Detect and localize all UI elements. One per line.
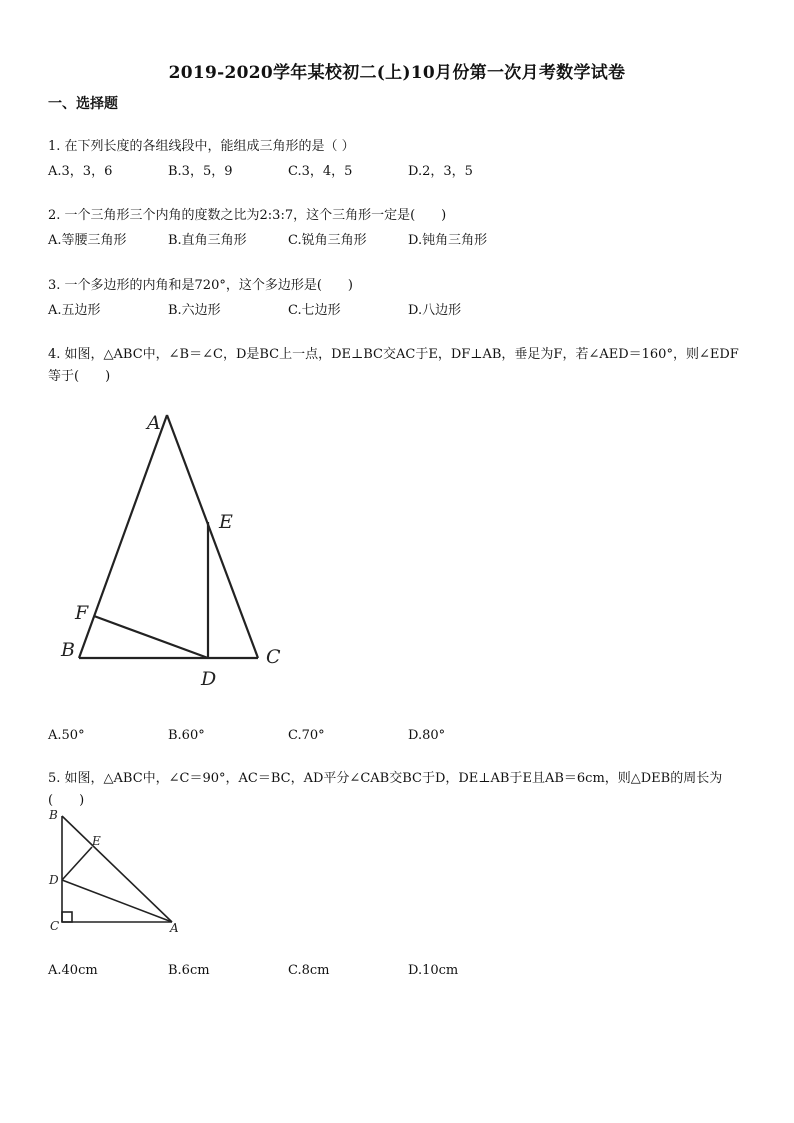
option-c: C.七边形 (288, 303, 341, 318)
options-row (48, 230, 488, 252)
option-d: D.2，3，5 (408, 164, 473, 179)
triangle-figure-q5 (44, 806, 194, 938)
label-e: E (219, 511, 233, 533)
option-a: A.3，3，6 (48, 164, 113, 179)
option-c: C.锐角三角形 (288, 233, 367, 248)
option-a: A.50° (48, 728, 85, 743)
option-d: D.80° (408, 728, 446, 743)
right-angle-mark (62, 912, 72, 922)
question-1 (48, 136, 473, 183)
option-b: B.60° (168, 728, 205, 743)
segment-ac (167, 415, 258, 658)
question-stem: 3. 一个多边形的内角和是720°，这个多边形是( ) (48, 278, 353, 293)
label-b: B (49, 808, 58, 822)
option-b: B.6cm (168, 963, 210, 978)
option-a: A.等腰三角形 (48, 233, 127, 248)
label-d: D (49, 873, 59, 887)
question-stem: 2. 一个三角形三个内角的度数之比为2:3:7，这个三角形一定是( ) (48, 208, 447, 223)
label-f: F (75, 602, 89, 624)
label-e: E (92, 834, 101, 848)
option-c: C.70° (288, 728, 325, 743)
question-2 (48, 205, 488, 252)
question-4 (48, 344, 748, 388)
option-a: A.五边形 (48, 303, 101, 318)
label-c: C (266, 646, 281, 668)
option-a: A.40cm (48, 963, 98, 978)
question-stem: 4. 如图，△ABC中，∠B＝∠C，D是BC上一点，DE⊥BC交AC于E，DF⊥AB，垂足为F，若∠AED＝160°，则∠EDF等于( ) (48, 347, 739, 384)
label-b: B (61, 639, 75, 661)
question-stem: 5. 如图，△ABC中，∠C＝90°，AC＝BC，AD平分∠CAB交BC于D，DE⊥AB于E且AB＝6cm，则△DEB的周长为( ) (48, 771, 723, 808)
segment-ab (79, 415, 167, 658)
options-row (48, 300, 462, 322)
exam-title: 2019-2020学年某校初二(上)10月份第一次月考数学试卷 (168, 63, 626, 83)
segment-ab (62, 816, 172, 922)
label-d: D (201, 668, 217, 690)
segment-df (94, 616, 208, 658)
question-stem: 1. 在下列长度的各组线段中，能组成三角形的是（ ） (48, 139, 355, 154)
segment-de (62, 847, 92, 880)
option-c: C.8cm (288, 963, 330, 978)
option-b: B.直角三角形 (168, 233, 247, 248)
label-a: A (147, 412, 161, 434)
segment-ad (62, 880, 172, 922)
option-b: B.3，5，9 (168, 164, 233, 179)
label-c: C (50, 919, 60, 933)
options-row (48, 161, 473, 183)
option-d: D.钝角三角形 (408, 233, 488, 248)
option-b: B.六边形 (168, 303, 221, 318)
label-a: A (170, 921, 179, 935)
option-d: D.八边形 (408, 303, 462, 318)
triangle-figure-q4 (55, 405, 300, 695)
option-d: D.10cm (408, 963, 459, 978)
section-heading: 一、选择题 (48, 96, 118, 112)
option-c: C.3，4，5 (288, 164, 353, 179)
question-3 (48, 275, 462, 322)
